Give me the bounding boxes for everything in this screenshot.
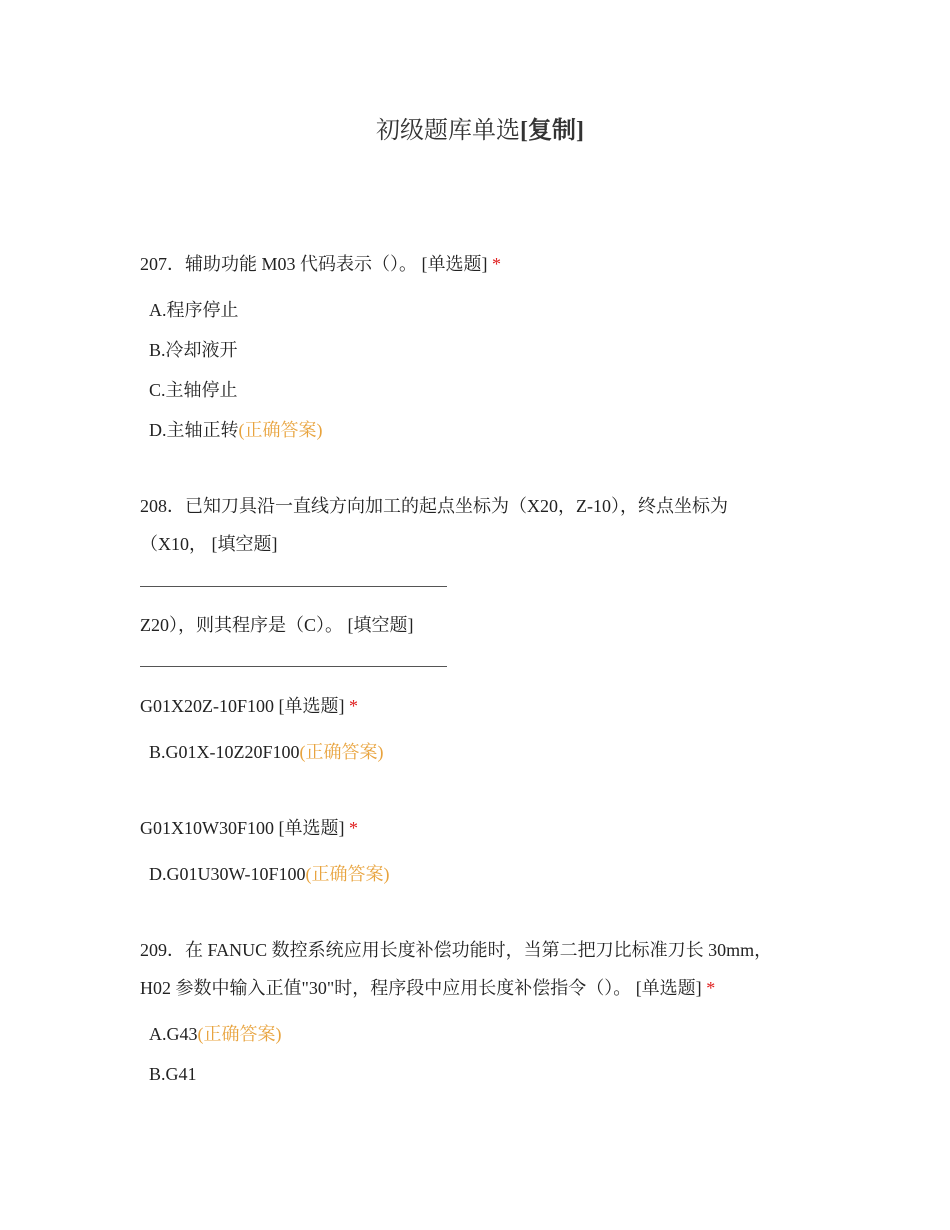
q207-option-c[interactable]: C.主轴停止 (149, 380, 238, 400)
fill-blank-line-2[interactable] (140, 666, 447, 667)
required-mark: * (349, 818, 358, 838)
q207-option-a[interactable]: A.程序停止 (149, 300, 239, 320)
fill-blank-line-1[interactable] (140, 586, 447, 587)
correct-answer-tag: (正确答案) (299, 742, 384, 762)
question-209-stem-line2: H02 参数中输入正值"30"时，程序段中应用长度补偿指令（）。 [单选题] * (140, 978, 716, 998)
q207-option-d[interactable]: D.主轴正转(正确答案) (149, 420, 323, 440)
correct-answer-tag: (正确答案) (197, 1024, 282, 1044)
question-208-sub1-stem: G01X20Z-10F100 [单选题] * (140, 696, 358, 716)
question-209-stem-line1: 209．在 FANUC 数控系统应用长度补偿功能时，当第二把刀比标准刀长 30mm， (140, 940, 773, 960)
required-mark: * (492, 254, 501, 274)
page-title-text: 初级题库单选 (376, 118, 520, 144)
correct-answer-tag: (正确答案) (305, 864, 390, 884)
question-208-stem-line2: （X10， [填空题] (140, 534, 278, 554)
question-207-stem: 207．辅助功能 M03 代码表示（）。 [单选题] * (140, 254, 501, 274)
question-208-stem-line3: Z20），则其程序是（C）。 [填空题] (140, 615, 414, 635)
page-title-bracket: [复制] (520, 118, 584, 144)
q209-option-a[interactable]: A.G43(正确答案) (149, 1024, 282, 1044)
q207-option-b[interactable]: B.冷却液开 (149, 340, 238, 360)
q208-sub1-option-b[interactable]: B.G01X-10Z20F100(正确答案) (149, 742, 384, 762)
question-208-stem-line1: 208．已知刀具沿一直线方向加工的起点坐标为（X20，Z-10），终点坐标为 (140, 496, 728, 516)
page-title (0, 110, 950, 145)
correct-answer-tag: (正确答案) (238, 420, 323, 440)
q208-sub2-option-d[interactable]: D.G01U30W-10F100(正确答案) (149, 864, 390, 884)
required-mark: * (349, 696, 358, 716)
question-208-sub2-stem: G01X10W30F100 [单选题] * (140, 818, 358, 838)
required-mark: * (706, 978, 716, 998)
q209-option-b[interactable]: B.G41 (149, 1064, 197, 1084)
